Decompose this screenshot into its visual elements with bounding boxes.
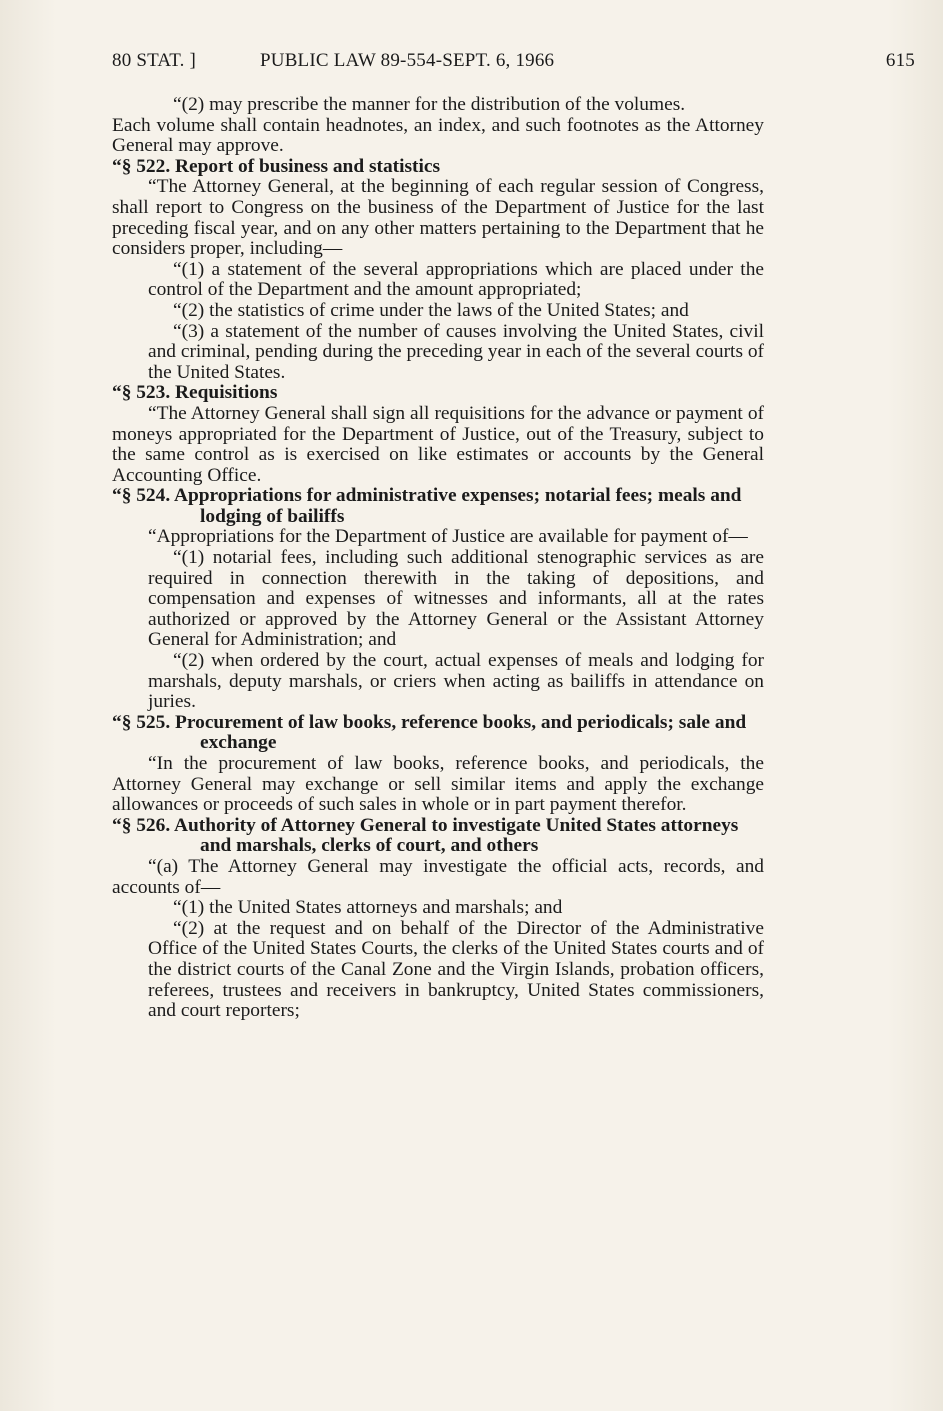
paragraph: “(2) may prescribe the manner for the distribution of the volumes. [173,94,686,115]
paragraph: “The Attorney General, at the beginning of each regular session of Congress, shall report to Congress on the business of the Department of Justice for the last preceding fiscal year, and on any other matters pertaining to the Department that he considers proper, including— [112,176,764,260]
paragraph: “The Attorney General shall sign all requisitions for the advance or payment of moneys appropriated for the Department of Justice, out of the Treasury, subject to the same control as is exercised on like estimates or accounts by the General Accounting Office. [112,402,764,486]
list-item: “(1) notarial fees, including such additional stenographic services as are required in connection therewith in the taking of depositions, and compensation and expenses of witnesses and informants, all at the rates authorized or approved by the Attorney General or the Assistant Attorney General for Administration; and [148,547,764,651]
document-body [112,95,764,1022]
list-item: “(2) the statistics of crime under the laws of the United States; and [173,299,689,321]
list-item: “(1) the United States attorneys and marshals; and [173,897,563,919]
page-number: 615 [885,50,915,71]
page-header [112,50,915,76]
section-heading: “§ 523. Requisitions [112,382,278,404]
running-title: PUBLIC LAW 89-554-SEPT. 6, 1966 [260,50,555,71]
paragraph: “(a) The Attorney General may investigate the official acts, records, and accounts of— [112,855,764,898]
section-heading: “§ 524. Appropriations for administrative expenses; notarial fees; meals and lodging of bailiffs [112,485,742,527]
statute-reference: 80 STAT. ] [112,50,197,71]
section-heading: “§ 526. Authority of Attorney General to investigate United States attorneys and marshals, clerks of court, and others [112,814,739,857]
paragraph: “In the procurement of law books, reference books, and periodicals, the Attorney General may exchange or sell similar items and apply the exchange allowances or proceeds of such sales in whole or in part payment therefor. [112,753,764,816]
section-heading: “§ 522. Report of business and statistics [112,155,441,177]
paragraph: “Appropriations for the Department of Justice are available for payment of— [148,526,748,548]
list-item: “(2) at the request and on behalf of the Director of the Administrative Office of the United States Courts, the clerks of the United States courts and of the district courts of the Canal Zone and the Virgin Islands, probation officers, referees, trustees and receivers in bankruptcy, United States commissioners, and court reporters; [148,917,764,1022]
list-item: “(1) a statement of the several appropriations which are placed under the control of the Department and the amount appropriated; [148,258,764,301]
list-item: “(2) when ordered by the court, actual expenses of meals and lodging for marshals, deputy marshals, or criers when acting as bailiffs in attendance on juries. [148,650,764,713]
list-item: “(3) a statement of the number of causes involving the United States, civil and criminal, pending during the preceding year in each of the several courts of the United States. [148,320,764,383]
section-heading: “§ 525. Procurement of law books, reference books, and periodicals; sale and exchange [112,711,747,754]
paragraph: Each volume shall contain headnotes, an index, and such footnotes as the Attorney General may approve. [112,114,764,157]
